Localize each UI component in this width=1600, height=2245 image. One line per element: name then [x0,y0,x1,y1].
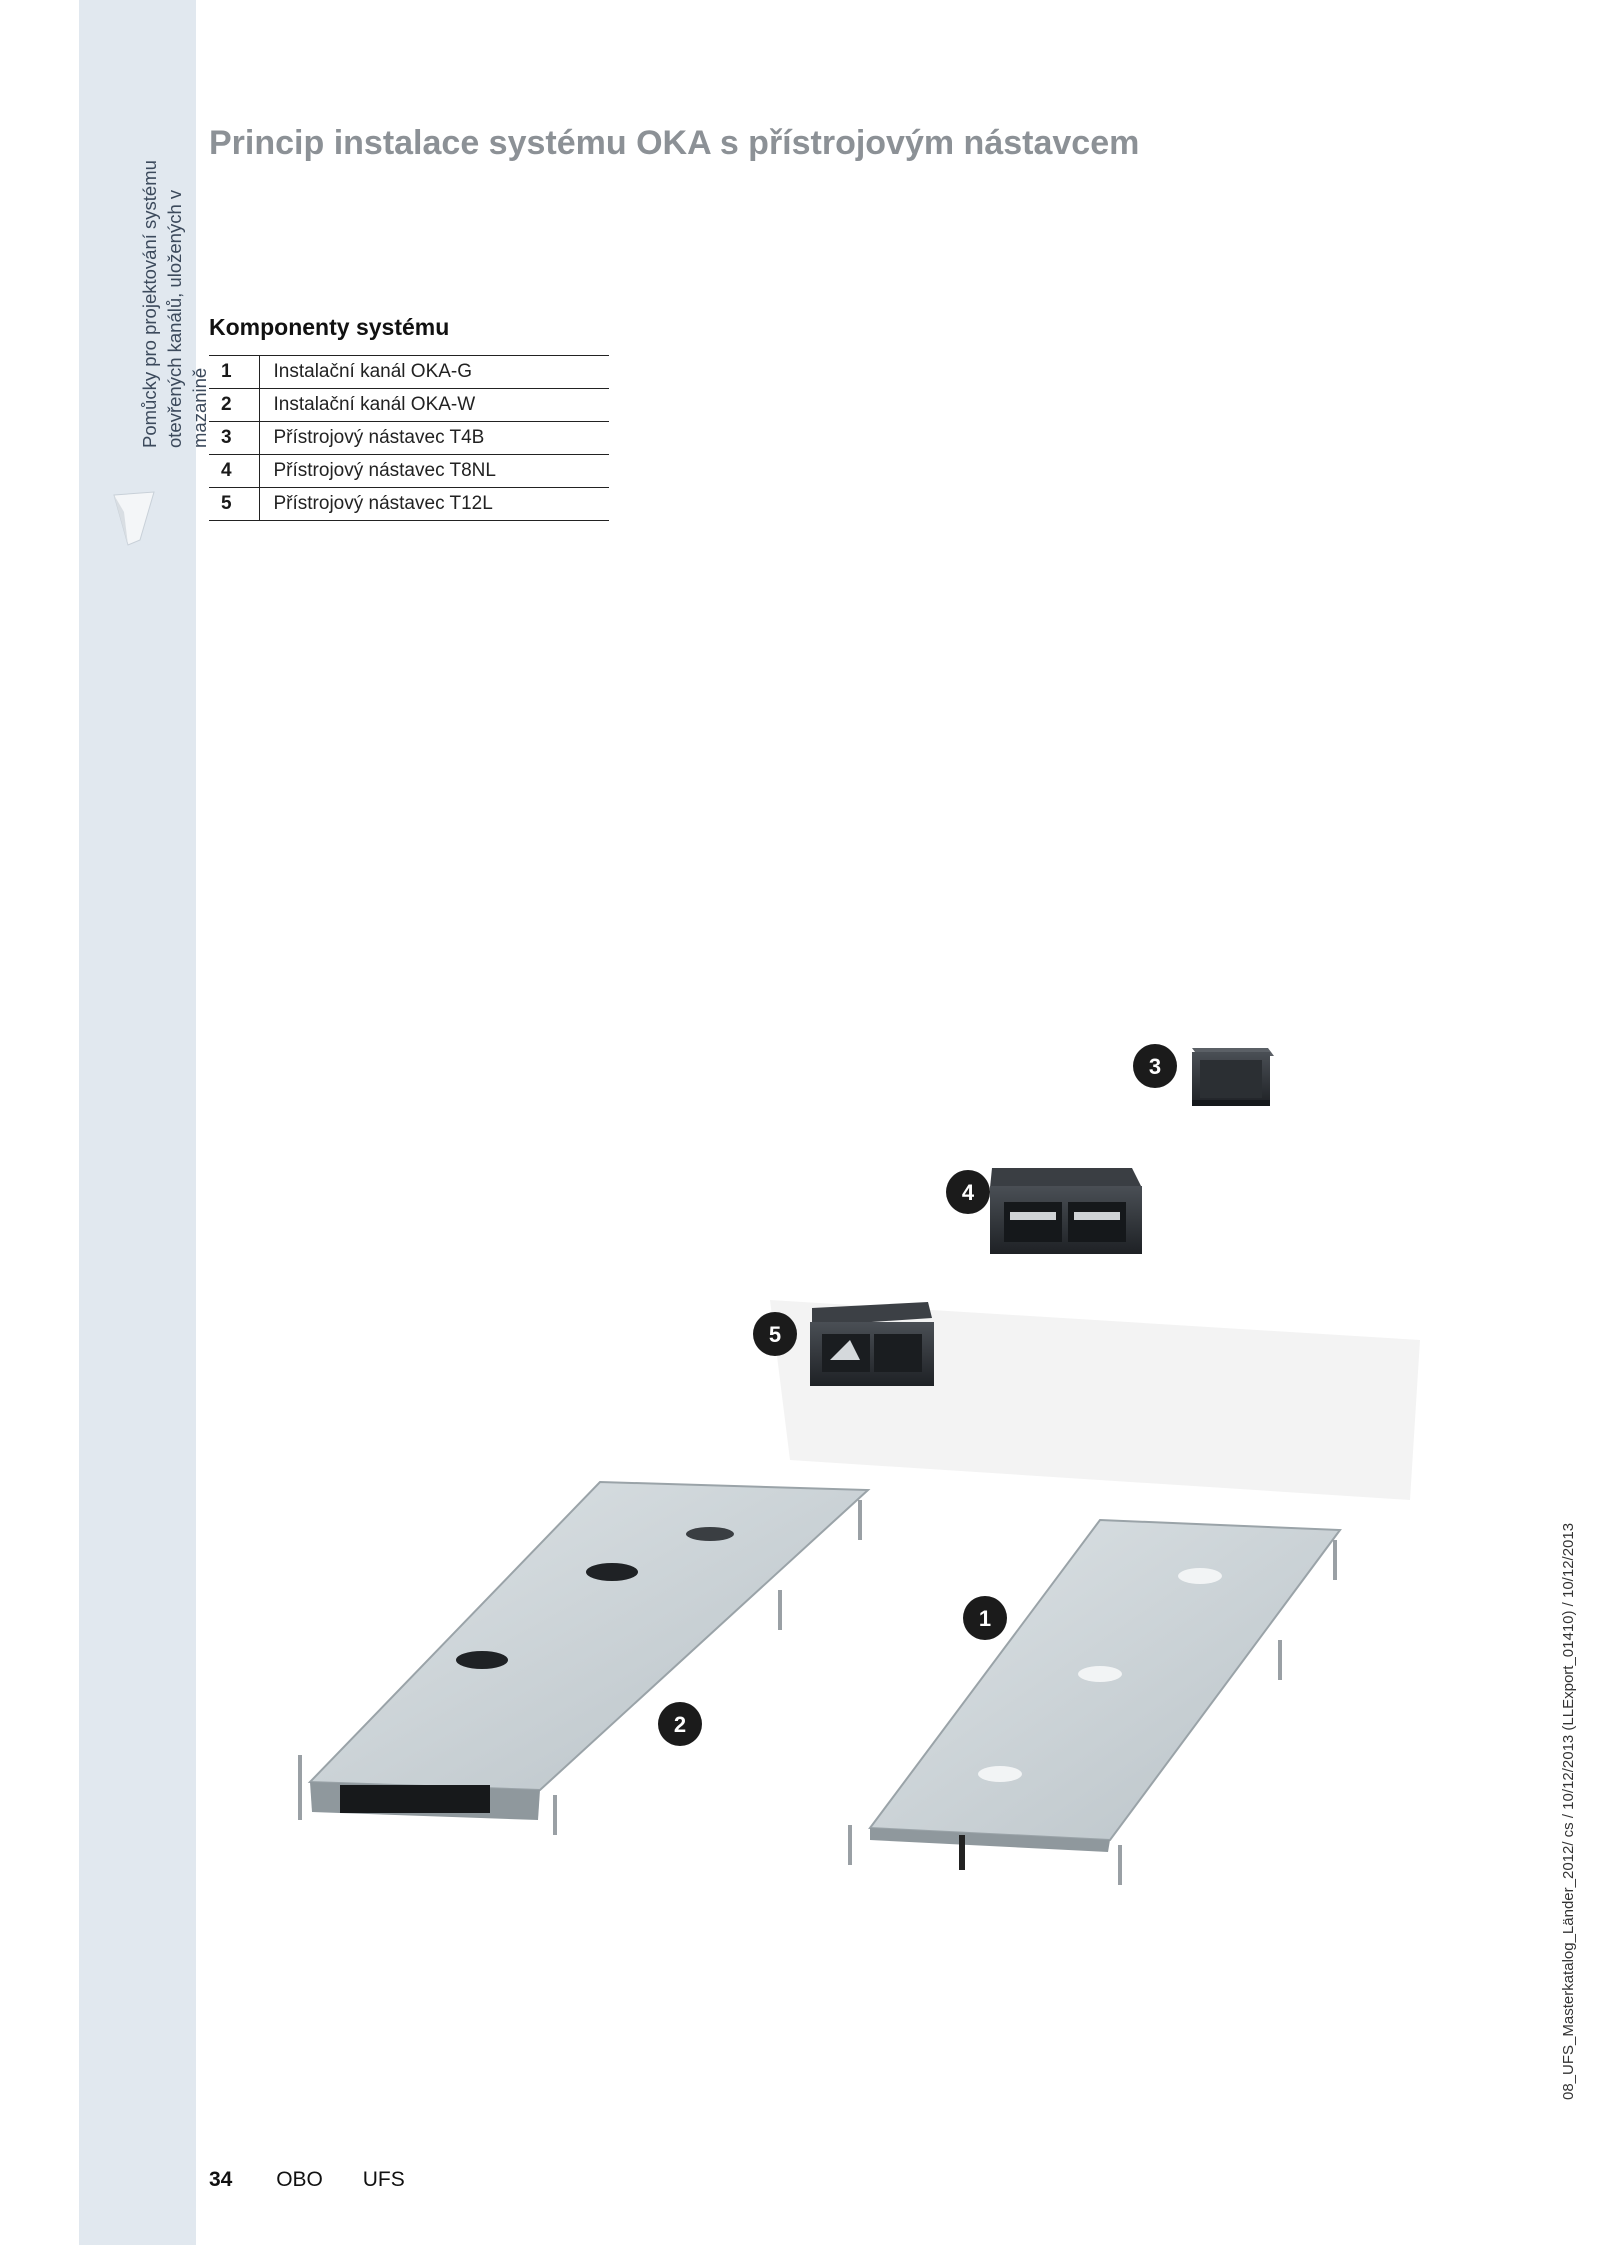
component-number: 1 [209,356,259,389]
callout-3 [1133,1044,1177,1088]
table-row [209,356,609,389]
component-number: 3 [209,422,259,455]
component-number: 4 [209,455,259,488]
callout-1 [963,1596,1007,1640]
callout-5-label: 5 [768,1322,782,1347]
table-row [209,422,609,455]
footer-brand: OBO [276,2168,323,2191]
components-table [209,355,609,521]
callout-4 [946,1170,990,1214]
table-row [209,389,609,422]
page-title: Princip instalace systému OKA s přístrojovým nástavcem [209,124,1140,162]
document-reference: 08_UFS_Masterkatalog_Länder_2012/ cs / 10/12/2013 (LLExport_01410) / 10/12/2013 [1560,1522,1577,2100]
device-box-t12l [810,1302,934,1386]
callout-2 [658,1702,702,1746]
device-box-t8nl [990,1168,1142,1254]
component-name: Přístrojový nástavec T8NL [273,460,496,481]
sidebar-title-line-1: Pomůcky pro projektování systému [139,160,160,448]
section-marker-icon [110,490,160,550]
device-box-t4b [1192,1048,1274,1106]
callout-5 [753,1312,797,1356]
sidebar-section-title [137,88,212,448]
component-name: Přístrojový nástavec T12L [273,493,493,514]
components-heading: Komponenty systému [209,314,450,340]
channel-oka-w [300,1482,868,1835]
component-number: 5 [209,488,259,521]
callout-4-label: 4 [961,1180,975,1205]
callout-3-label: 3 [1148,1054,1162,1079]
page-footer [209,2168,439,2192]
component-name: Přístrojový nástavec T4B [273,427,485,448]
component-name: Instalační kanál OKA-W [273,394,476,415]
channel-oka-g [850,1520,1340,1885]
table-row [209,488,609,521]
product-illustration [270,940,1440,1900]
callout-2-label: 2 [673,1712,687,1737]
page-number: 34 [209,2168,233,2191]
component-name: Instalační kanál OKA-G [273,361,473,382]
component-number: 2 [209,389,259,422]
table-row [209,455,609,488]
sidebar-title-line-2: otevřených kanálů, uložených v [164,189,185,448]
callout-1-label: 1 [978,1606,992,1631]
footer-product-line: UFS [362,2168,405,2191]
sidebar-title-line-3: mazanině [189,367,210,448]
